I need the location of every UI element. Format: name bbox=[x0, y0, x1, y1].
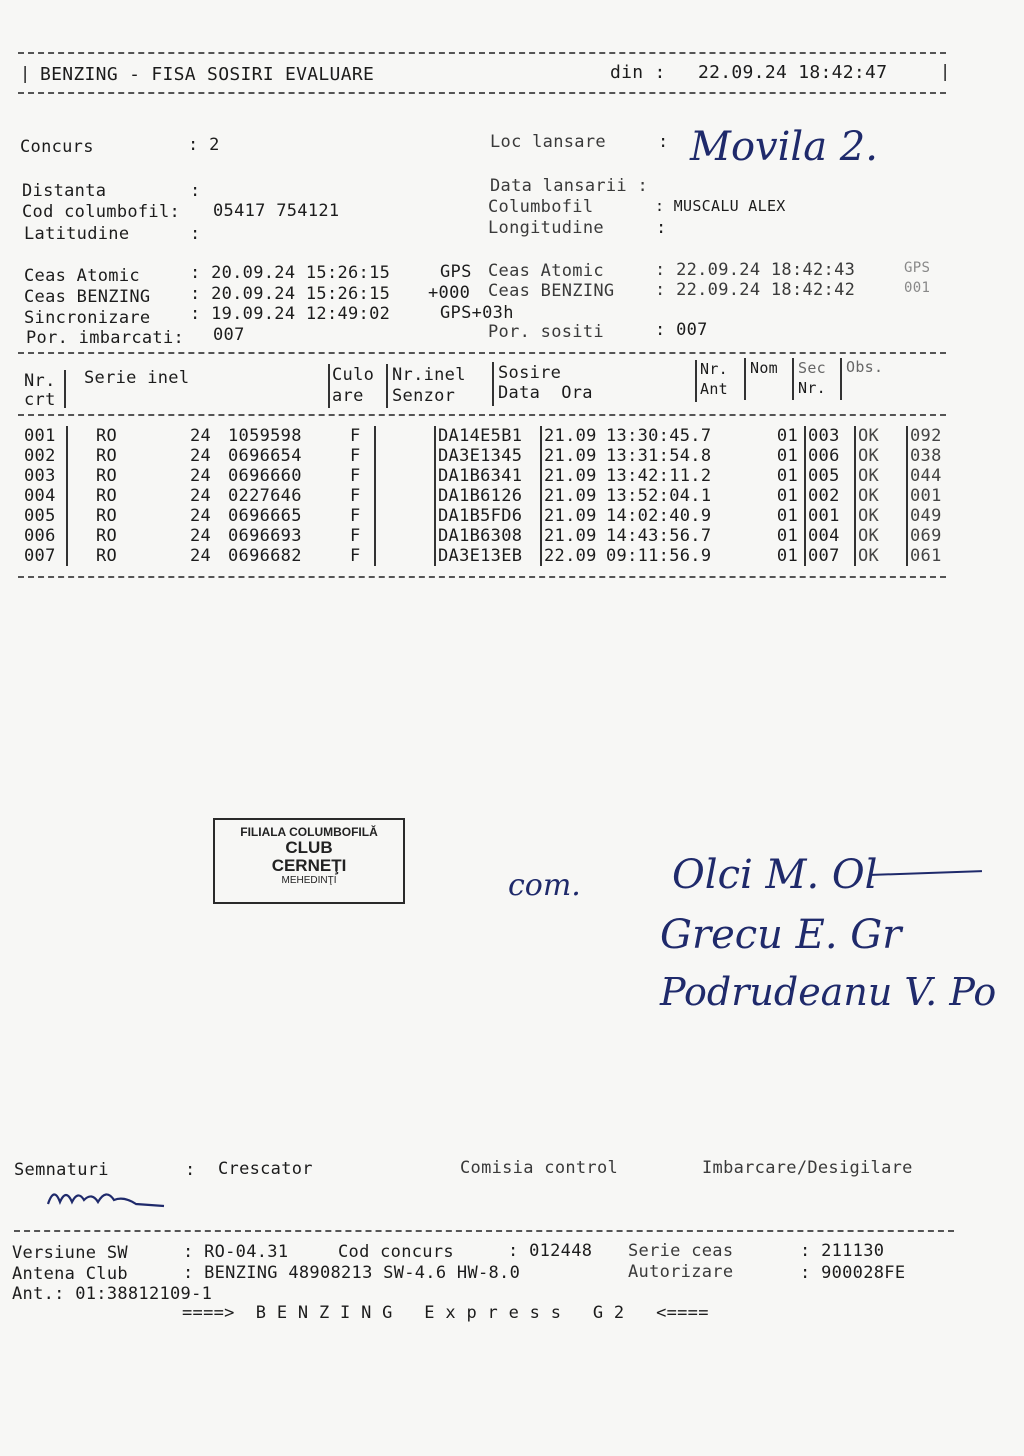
stamp-line-2: CLUB bbox=[285, 838, 333, 857]
header-divider bbox=[492, 362, 494, 406]
header-nom: Nom bbox=[750, 359, 778, 377]
columbofil-label: Columbofil bbox=[488, 197, 594, 217]
header-obs: Obs. bbox=[846, 358, 884, 376]
cell-data: 21.09 bbox=[541, 506, 604, 526]
cell-nr: 002 bbox=[24, 446, 56, 466]
cell-obs: 092 bbox=[907, 426, 960, 446]
cell-obs: 038 bbox=[907, 446, 960, 466]
cell-culoare bbox=[375, 506, 435, 526]
cell-sec: OK bbox=[855, 466, 907, 486]
cell-nr: 007 bbox=[24, 546, 56, 566]
cell-nr: 005 bbox=[24, 506, 56, 526]
cell-nom: 004 bbox=[805, 526, 855, 546]
cell-nom: 002 bbox=[805, 486, 855, 506]
cell-culoare bbox=[375, 486, 435, 506]
r-ceas-atomic-value: : 22.09.24 18:42:43 bbox=[655, 260, 856, 280]
cell-obs: 044 bbox=[907, 466, 960, 486]
cell-an: 24 bbox=[190, 446, 212, 466]
cell-ant: 01 bbox=[776, 546, 798, 566]
cell-culoare bbox=[375, 466, 435, 486]
cell-nom: 007 bbox=[805, 546, 855, 566]
r-ceas-atomic-label: Ceas Atomic bbox=[488, 261, 604, 281]
cell-ora: 14:43:56.7 bbox=[606, 526, 712, 546]
crescator-signature bbox=[44, 1180, 168, 1214]
cell-senzor: DA3E1345 bbox=[435, 446, 541, 466]
cell-ant: 01 bbox=[776, 426, 798, 446]
r-ceas-benzing-value: : 22.09.24 18:42:42 bbox=[655, 280, 856, 300]
handwritten-name-1: Olci M. Ol bbox=[672, 852, 878, 898]
cell-inel: 0696693 bbox=[228, 526, 302, 546]
cell-nom: 005 bbox=[805, 466, 855, 486]
cell-inel: 0696682 bbox=[228, 546, 302, 566]
versiune-sw-label: Versiune SW bbox=[12, 1243, 128, 1263]
cell-nom: 006 bbox=[805, 446, 855, 466]
ceas-atomic-suffix: GPS bbox=[440, 262, 472, 282]
cell-sex: F bbox=[350, 546, 361, 566]
cell-ora: 14:02:40.9 bbox=[606, 506, 712, 526]
cell-ant: 01 bbox=[776, 486, 798, 506]
loc-lansare-label: Loc lansare bbox=[490, 132, 606, 152]
cell-inel: 1059598 bbox=[228, 426, 302, 446]
serie-ceas-value: : 211130 bbox=[800, 1241, 885, 1261]
header-dashed-line bbox=[18, 92, 946, 94]
serie-ceas-label: Serie ceas bbox=[628, 1241, 734, 1261]
table-row bbox=[22, 506, 960, 526]
cod-columbofil-value: 05417 754121 bbox=[213, 201, 340, 221]
cell-data: 21.09 bbox=[541, 486, 604, 506]
cell-an: 24 bbox=[190, 466, 212, 486]
arrivals-rows bbox=[22, 426, 960, 566]
semnaturi-colon: : bbox=[185, 1160, 196, 1180]
cell-data: 21.09 bbox=[541, 526, 604, 546]
imbarcare-desigilare-label: Imbarcare/Desigilare bbox=[702, 1158, 913, 1178]
header-left-bar: | bbox=[20, 64, 31, 84]
r-ceas-benzing-suffix: 001 bbox=[904, 280, 931, 296]
header-senzor-1: Nr.inel bbox=[392, 365, 466, 385]
cell-tara: RO bbox=[67, 526, 188, 546]
top-dashed-line bbox=[18, 52, 946, 54]
cell-tara: RO bbox=[67, 506, 188, 526]
cell-tara: RO bbox=[67, 546, 188, 566]
header-serie-inel: Serie inel bbox=[84, 368, 190, 388]
cell-ant: 01 bbox=[776, 446, 798, 466]
autorizare-label: Autorizare bbox=[628, 1262, 734, 1282]
cell-ora: 13:30:45.7 bbox=[606, 426, 712, 446]
cell-inel: 0227646 bbox=[228, 486, 302, 506]
cell-ant: 01 bbox=[776, 466, 798, 486]
cell-an: 24 bbox=[190, 426, 212, 446]
cell-sex: F bbox=[350, 526, 361, 546]
header-nr-ant-2: Ant bbox=[700, 380, 728, 398]
handwritten-name-3: Podrudeanu V. Po bbox=[660, 970, 997, 1014]
cell-sec: OK bbox=[855, 446, 907, 466]
cell-culoare bbox=[375, 426, 435, 446]
antena-club-value: : BENZING 48908213 SW-4.6 HW-8.0 bbox=[183, 1263, 521, 1283]
cell-ora: 13:52:04.1 bbox=[606, 486, 712, 506]
distanta-value: : bbox=[190, 181, 201, 201]
cell-obs: 069 bbox=[907, 526, 960, 546]
header-divider bbox=[328, 364, 330, 408]
benzing-express-line: ====> B E N Z I N G E x p r e s s G 2 <==== bbox=[182, 1303, 709, 1323]
cell-ant: 01 bbox=[776, 506, 798, 526]
cell-data: 21.09 bbox=[541, 426, 604, 446]
cell-inel: 0696660 bbox=[228, 466, 302, 486]
cell-sex: F bbox=[350, 446, 361, 466]
table-bottom-dashed-line bbox=[18, 576, 946, 578]
header-divider bbox=[840, 358, 842, 400]
header-divider bbox=[792, 358, 794, 400]
table-row bbox=[22, 546, 960, 566]
longitudine-value: : bbox=[656, 218, 667, 238]
page-title: BENZING - FISA SOSIRI EVALUARE bbox=[40, 64, 375, 85]
latitudine-label: Latitudine bbox=[24, 224, 130, 244]
cod-columbofil-label: Cod columbofil: bbox=[22, 202, 181, 222]
cell-tara: RO bbox=[67, 486, 188, 506]
loc-lansare-colon: : bbox=[658, 132, 669, 152]
header-divider bbox=[64, 370, 66, 408]
cell-nr: 004 bbox=[24, 486, 56, 506]
table-row bbox=[22, 486, 960, 506]
arrivals-table bbox=[22, 426, 960, 566]
cell-obs: 049 bbox=[907, 506, 960, 526]
cell-nr: 006 bbox=[24, 526, 56, 546]
cell-ora: 13:42:11.2 bbox=[606, 466, 712, 486]
cell-sec: OK bbox=[855, 506, 907, 526]
header-divider bbox=[386, 364, 388, 408]
cell-culoare bbox=[375, 446, 435, 466]
header-culoare-1: Culo bbox=[332, 365, 375, 385]
header-nr-2: crt bbox=[24, 390, 56, 410]
por-imbarcati-label: Por. imbarcati: bbox=[26, 328, 185, 348]
header-divider bbox=[695, 360, 697, 402]
cell-culoare bbox=[375, 526, 435, 546]
cell-sex: F bbox=[350, 506, 361, 526]
cell-an: 24 bbox=[190, 506, 212, 526]
handwritten-com: com. bbox=[508, 868, 581, 903]
cod-concurs-value: : 012448 bbox=[508, 1241, 593, 1261]
header-sosire-1: Sosire bbox=[498, 363, 562, 383]
cell-senzor: DA1B6308 bbox=[435, 526, 541, 546]
distanta-label: Distanta bbox=[22, 181, 107, 201]
semnaturi-label: Semnaturi bbox=[14, 1160, 109, 1180]
din-label: din : bbox=[610, 62, 666, 83]
cod-concurs-label: Cod concurs bbox=[338, 1242, 454, 1262]
cell-data: 21.09 bbox=[541, 446, 604, 466]
handwritten-name-2: Grecu E. Gr bbox=[660, 912, 902, 958]
header-culoare-2: are bbox=[332, 386, 364, 406]
table-row bbox=[22, 466, 960, 486]
header-divider bbox=[744, 358, 746, 400]
cell-tara: RO bbox=[67, 426, 188, 446]
cell-data: 22.09 bbox=[541, 546, 604, 566]
cell-inel: 0696665 bbox=[228, 506, 302, 526]
cell-ora: 13:31:54.8 bbox=[606, 446, 712, 466]
r-ceas-benzing-label: Ceas BENZING bbox=[488, 281, 615, 301]
info-dashed-line bbox=[18, 352, 946, 354]
cell-culoare bbox=[375, 546, 435, 566]
header-sec-1: Sec bbox=[798, 359, 826, 377]
stamp-line-3: CERNEŢI bbox=[271, 856, 347, 875]
cell-sex: F bbox=[350, 486, 361, 506]
longitudine-label: Longitudine bbox=[488, 218, 604, 238]
por-sositi-value: : 007 bbox=[655, 320, 708, 340]
ceas-benzing-value: : 20.09.24 15:26:15 bbox=[190, 284, 391, 304]
r-ceas-atomic-suffix: GPS bbox=[904, 260, 931, 276]
cell-nr: 003 bbox=[24, 466, 56, 486]
data-lansarii-label: Data lansarii : bbox=[490, 176, 649, 196]
stamp-line-4: MEHEDINŢI bbox=[281, 875, 337, 886]
cell-senzor: DA1B6341 bbox=[435, 466, 541, 486]
loc-lansare-handwritten: Movila 2. bbox=[690, 124, 878, 170]
cell-sex: F bbox=[350, 466, 361, 486]
header-right-bar: | bbox=[940, 62, 951, 82]
ceas-benzing-label: Ceas BENZING bbox=[24, 287, 151, 307]
club-stamp bbox=[213, 818, 405, 904]
sincronizare-value: : 19.09.24 12:49:02 bbox=[190, 304, 391, 324]
ceas-atomic-label: Ceas Atomic bbox=[24, 266, 140, 286]
columbofil-value: : MUSCALU ALEX bbox=[655, 197, 786, 215]
cell-sex: F bbox=[350, 426, 361, 446]
ceas-atomic-value: : 20.09.24 15:26:15 bbox=[190, 263, 391, 283]
cell-ora: 09:11:56.9 bbox=[606, 546, 712, 566]
autorizare-value: : 900028FE bbox=[800, 1263, 906, 1283]
footer-dashed-line bbox=[14, 1230, 954, 1232]
por-sositi-label: Por. sositi bbox=[488, 322, 604, 342]
cell-senzor: DA1B5FD6 bbox=[435, 506, 541, 526]
cell-obs: 001 bbox=[907, 486, 960, 506]
cell-tara: RO bbox=[67, 466, 188, 486]
header-sosire-2: Data Ora bbox=[498, 383, 593, 403]
cell-senzor: DA1B6126 bbox=[435, 486, 541, 506]
cell-ant: 01 bbox=[776, 526, 798, 546]
crescator-label: Crescator bbox=[218, 1159, 313, 1179]
cell-inel: 0696654 bbox=[228, 446, 302, 466]
cell-senzor: DA14E5B1 bbox=[435, 426, 541, 446]
cell-an: 24 bbox=[190, 526, 212, 546]
cell-sec: OK bbox=[855, 486, 907, 506]
antena-club-label: Antena Club bbox=[12, 1264, 128, 1284]
cell-an: 24 bbox=[190, 486, 212, 506]
header-nr-ant-1: Nr. bbox=[700, 360, 728, 378]
handwritten-underline bbox=[872, 870, 982, 876]
cell-an: 24 bbox=[190, 546, 212, 566]
cell-sec: OK bbox=[855, 526, 907, 546]
header-senzor-2: Senzor bbox=[392, 386, 456, 406]
cell-sec: OK bbox=[855, 546, 907, 566]
cell-nr: 001 bbox=[24, 426, 56, 446]
ceas-benzing-suffix: +000 bbox=[428, 283, 471, 303]
cell-senzor: DA3E13EB bbox=[435, 546, 541, 566]
sincronizare-suffix: GPS+03h bbox=[440, 303, 514, 323]
ant-line: Ant.: 01:38812109-1 bbox=[12, 1284, 213, 1304]
table-row bbox=[22, 426, 960, 446]
concurs-value: : 2 bbox=[188, 135, 220, 155]
cell-tara: RO bbox=[67, 446, 188, 466]
table-row bbox=[22, 446, 960, 466]
por-imbarcati-value: 007 bbox=[213, 325, 245, 345]
concurs-label: Concurs bbox=[20, 137, 94, 157]
comisia-control-label: Comisia control bbox=[460, 1158, 619, 1178]
cell-sec: OK bbox=[855, 426, 907, 446]
header-datetime: 22.09.24 18:42:47 bbox=[698, 62, 888, 83]
latitudine-value: : bbox=[190, 224, 201, 244]
table-header-dashed-line bbox=[18, 414, 946, 416]
stamp-line-1: FILIALA COLUMBOFILĂ bbox=[240, 825, 378, 839]
cell-nom: 003 bbox=[805, 426, 855, 446]
table-row bbox=[22, 526, 960, 546]
cell-nom: 001 bbox=[805, 506, 855, 526]
versiune-sw-value: : RO-04.31 bbox=[183, 1242, 289, 1262]
sincronizare-label: Sincronizare bbox=[24, 308, 151, 328]
header-nr-1: Nr. bbox=[24, 371, 56, 391]
header-sec-2: Nr. bbox=[798, 379, 826, 397]
cell-obs: 061 bbox=[907, 546, 960, 566]
cell-data: 21.09 bbox=[541, 466, 604, 486]
